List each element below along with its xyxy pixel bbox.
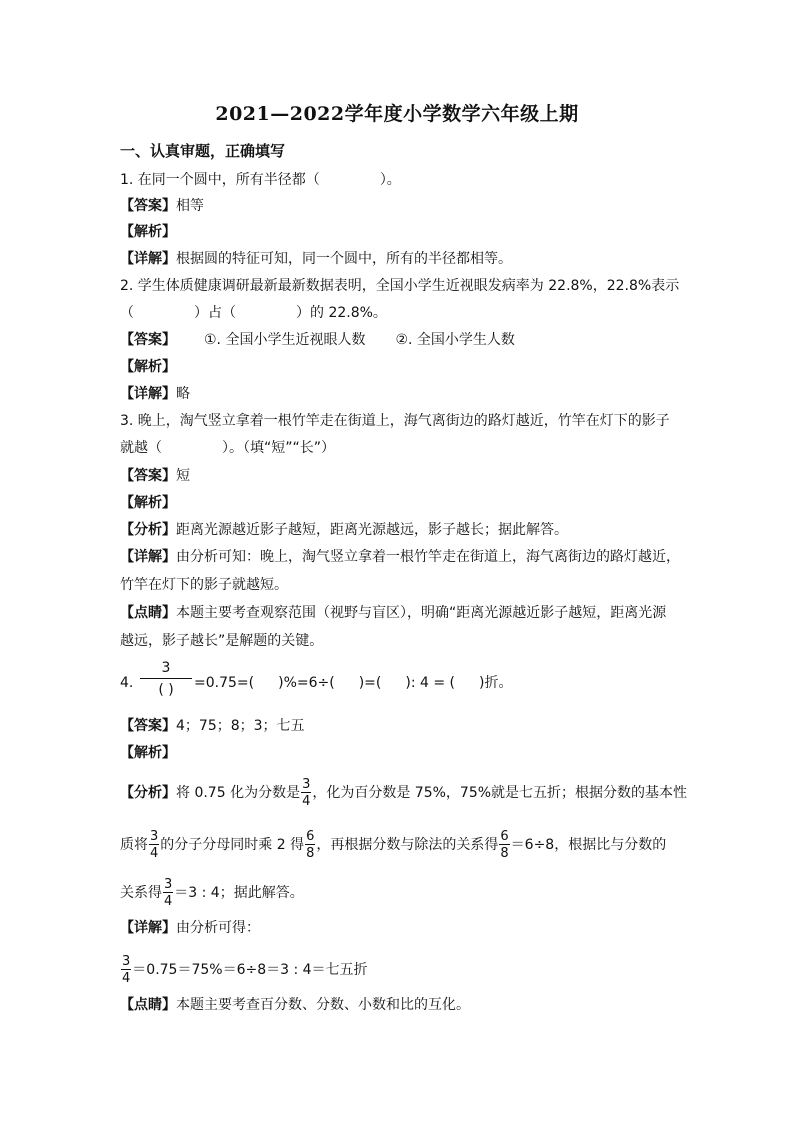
q4-fenxi-line1: 【分析】将 0.75 化为分数是 $\frac{3}{4}$ ，化为百分数是 75%，75%就是七五折；根据分数的基本性	[120, 777, 688, 809]
q4-fenxi-line2: 质将 $\frac{3}{4}$ 的分子分母同时乘 2 得 $\frac{6}{8}$ ，再根据分数与除法的关系得 $\frac{6}{8}$ ＝6÷8，根据比与分数的	[120, 829, 667, 861]
q1-detail: 【详解】根据圆的特征可知，同一个圆中，所有的半径都相等。	[120, 251, 512, 267]
q3-answer: 【答案】短	[120, 468, 190, 484]
q4-fraction-numerator: 3	[140, 660, 192, 679]
q4-equation: =0.75=( )%=6÷( )=( ): 4 = ( )折。	[194, 675, 513, 691]
q2-stem-line1: 2. 学生体质健康调研最新最新数据表明，全国小学生近视眼发病率为 22.8%，22.8%表示	[120, 278, 680, 294]
q2-stem-line2: （ ）占（ ）的 22.8%。	[120, 305, 387, 321]
q4-dianjing: 【点睛】本题主要考查百分数、分数、小数和比的互化。	[120, 997, 470, 1013]
fraction-6-8: $\frac{6}{8}$	[306, 829, 315, 861]
fraction-3-4: $\frac{3}{4}$	[302, 777, 311, 809]
q1-stem: 1. 在同一个圆中，所有半径都（ ）。	[120, 172, 401, 188]
q3-stem-line1: 3. 晚上，淘气竖立拿着一根竹竿走在街道上，海气离街边的路灯越近，竹竿在灯下的影子	[120, 413, 670, 429]
q2-answer: 【答案】 ①. 全国小学生近视眼人数 ②. 全国小学生人数	[120, 332, 515, 348]
q4-number: 4.	[120, 675, 134, 691]
q3-analysis-label: 【解析】	[120, 495, 176, 511]
page-title: 2021—2022学年度小学数学六年级上期	[215, 103, 579, 125]
q1-answer: 【答案】相等	[120, 198, 204, 214]
fraction-3-4: $\frac{3}{4}$	[150, 829, 159, 861]
q3-dianjing-line2: 越远，影子越长”是解题的关键。	[120, 633, 324, 649]
q4-fenxi-line3: 关系得 $\frac{3}{4}$ ＝3 : 4；据此解答。	[120, 877, 304, 909]
fraction-3-4: $\frac{3}{4}$	[122, 954, 131, 986]
fraction-6-8: $\frac{6}{8}$	[500, 829, 509, 861]
q2-analysis-label: 【解析】	[120, 359, 176, 375]
q4-answer: 【答案】4；75；8；3；七五	[120, 718, 305, 734]
q4-fraction	[140, 660, 192, 698]
q4-detail-line1: 【详解】由分析可得：	[120, 920, 260, 936]
q1-analysis-label: 【解析】	[120, 224, 176, 240]
q3-detail-line2: 竹竿在灯下的影子就越短。	[120, 577, 288, 593]
q4-fraction-denominator: ( )	[158, 682, 174, 698]
q4-analysis-label: 【解析】	[120, 745, 176, 761]
q3-fenxi: 【分析】距离光源越近影子越短，距离光源越远，影子越长；据此解答。	[120, 522, 568, 538]
q2-detail: 【详解】略	[120, 386, 190, 402]
fraction-3-4: $\frac{3}{4}$	[164, 877, 173, 909]
section-heading: 一、认真审题，正确填写	[120, 142, 286, 160]
q3-dianjing-line1: 【点睛】本题主要考查观察范围（视野与盲区），明确“距离光源越近影子越短，距离光源	[120, 605, 667, 621]
q3-detail-line1: 【详解】由分析可知：晚上，淘气竖立拿着一根竹竿走在街道上，海气离街边的路灯越近，	[120, 549, 680, 565]
q3-stem-line2: 就越（ ）。（填“短”“长”）	[120, 440, 336, 456]
q4-detail-line2: $\frac{3}{4}$ ＝0.75＝75%＝6÷8＝3 : 4＝七五折	[122, 954, 368, 986]
